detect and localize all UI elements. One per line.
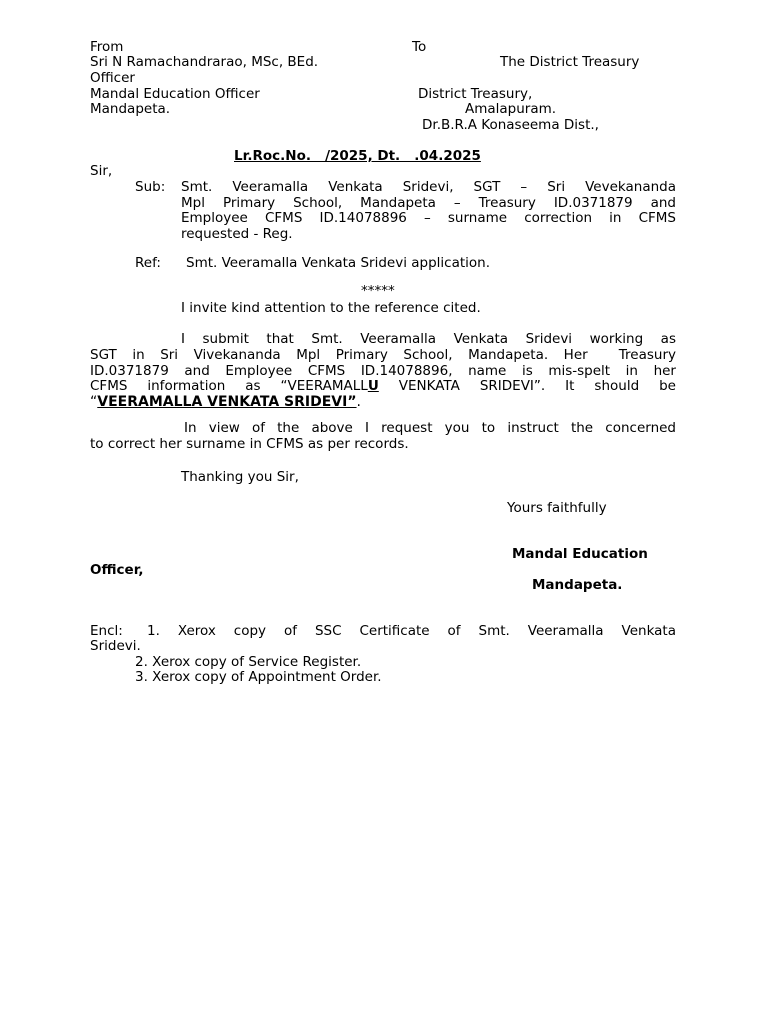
from-label: From [90, 39, 124, 55]
recipient-office: District Treasury, [418, 86, 533, 102]
thanks-line: Thanking you Sir, [181, 469, 299, 485]
recipient-place: Amalapuram. [465, 101, 557, 117]
sender-designation: Mandal Education Officer [90, 86, 260, 102]
reference-text: Smt. Veeramalla Venkata Sridevi application. [186, 255, 491, 271]
body-paragraph-2-first-line: I submit that Smt. Veeramalla Venkata Sridevi working as [181, 331, 676, 347]
signatory-designation: Mandal Education [512, 546, 648, 562]
enclosure-item-3: 3. Xerox copy of Appointment Order. [135, 669, 382, 685]
enclosure-item-2: 2. Xerox copy of Service Register. [135, 654, 362, 670]
correct-name: VEERAMALLA VENKATA SRIDEVI” [97, 393, 357, 410]
salutation: Sir, [90, 163, 113, 179]
enclosure-item-1-overflow: Sridevi. [90, 638, 141, 654]
to-label: To [412, 39, 427, 55]
subject-line: requested - Reg. [181, 225, 293, 242]
closing-yours-faithfully: Yours faithfully [507, 500, 607, 516]
reference-label: Ref: [135, 255, 161, 271]
letter-reference-number: Lr.Roc.No. /2025, Dt. .04.2025 [234, 148, 481, 164]
subject-label: Sub: [135, 179, 166, 195]
enclosures-label: Encl: [90, 623, 123, 639]
recipient-title-overflow: Officer [90, 70, 135, 86]
separator-stars: ***** [361, 283, 395, 299]
body-paragraph-3-first-line: In view of the above I request you to instruct the concerned [184, 420, 676, 436]
subject-text [181, 180, 676, 242]
sender-place: Mandapeta. [90, 101, 171, 117]
sender-name: Sri N Ramachandrarao, MSc, BEd. [90, 54, 319, 70]
body-paragraph-2: SGT in Sri Vivekananda Mpl Primary School, Mandapeta. Her Treasury ID.0371879 and Employee CFMS ID.14078896, name is mis-spelt in her CFMS information as “VEERAMALLU VENKATA SRIDEVI”. It should be “VEERAMALLA VENKATA SRIDEVI”. [90, 347, 676, 410]
subject-line: Mpl Primary School, Mandapeta – Treasury ID.0371879 and [181, 194, 676, 211]
body-paragraph-1: I invite kind attention to the reference cited. [181, 300, 481, 316]
signatory-designation-overflow: Officer, [90, 562, 144, 578]
body-paragraph-3-second-line: to correct her surname in CFMS as per records. [90, 436, 409, 452]
misspelt-letter: U [367, 378, 379, 394]
signatory-place: Mandapeta. [532, 577, 623, 593]
subject-line: Employee CFMS ID.14078896 – surname correction in CFMS [181, 210, 676, 226]
recipient-title: The District Treasury [500, 54, 640, 70]
recipient-district: Dr.B.R.A Konaseema Dist., [422, 117, 599, 133]
enclosure-item-1: 1. Xerox copy of SSC Certificate of Smt. Veeramalla Venkata [147, 623, 676, 639]
subject-line: Smt. Veeramalla Venkata Sridevi, SGT – Sri Vevekananda [181, 179, 676, 195]
